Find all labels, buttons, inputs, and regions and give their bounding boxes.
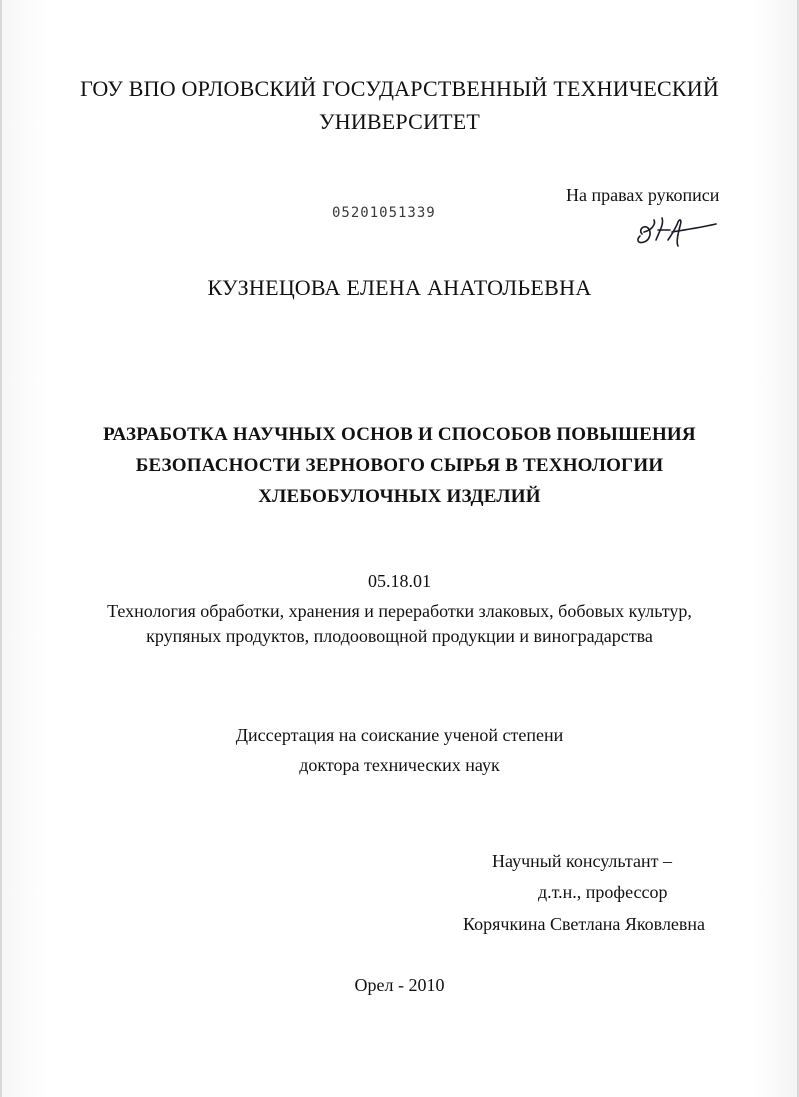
signature [632, 210, 722, 250]
specialty-code: 05.18.01 [368, 571, 431, 591]
rights-note: На правах рукописи [566, 185, 720, 205]
scan-edge-left [0, 0, 2, 1097]
specialty-name-line-2: крупяных продуктов, плодоовощной продукции и виноградарства [146, 626, 653, 646]
consultant-title: д.т.н., профессор [538, 882, 668, 902]
institution-line-2: УНИВЕРСИТЕТ [318, 109, 481, 134]
dissertation-title-line-1: РАЗРАБОТКА НАУЧНЫХ ОСНОВ И СПОСОБОВ ПОВЫШЕНИЯ [103, 424, 696, 445]
degree-line-2: доктора технических наук [299, 755, 500, 775]
dissertation-title-line-2: БЕЗОПАСНОСТИ ЗЕРНОВОГО СЫРЬЯ В ТЕХНОЛОГИИ [135, 455, 664, 476]
registration-number: 05201051339 [332, 205, 436, 221]
consultant-name: Корячкина Светлана Яковлевна [463, 914, 706, 934]
dissertation-title-line-3: ХЛЕБОБУЛОЧНЫХ ИЗДЕЛИЙ [258, 486, 541, 507]
degree-line-1: Диссертация на соискание ученой степени [235, 725, 564, 745]
consultant-role: Научный консультант – [492, 851, 672, 871]
institution-line-1: ГОУ ВПО ОРЛОВСКИЙ ГОСУДАРСТВЕННЫЙ ТЕХНИЧЕСКИЙ [80, 76, 719, 101]
author-name: КУЗНЕЦОВА ЕЛЕНА АНАТОЛЬЕВНА [207, 275, 592, 300]
specialty-name-line-1: Технология обработки, хранения и переработки злаковых, бобовых культур, [107, 601, 692, 621]
city-year: Орел - 2010 [354, 975, 445, 995]
